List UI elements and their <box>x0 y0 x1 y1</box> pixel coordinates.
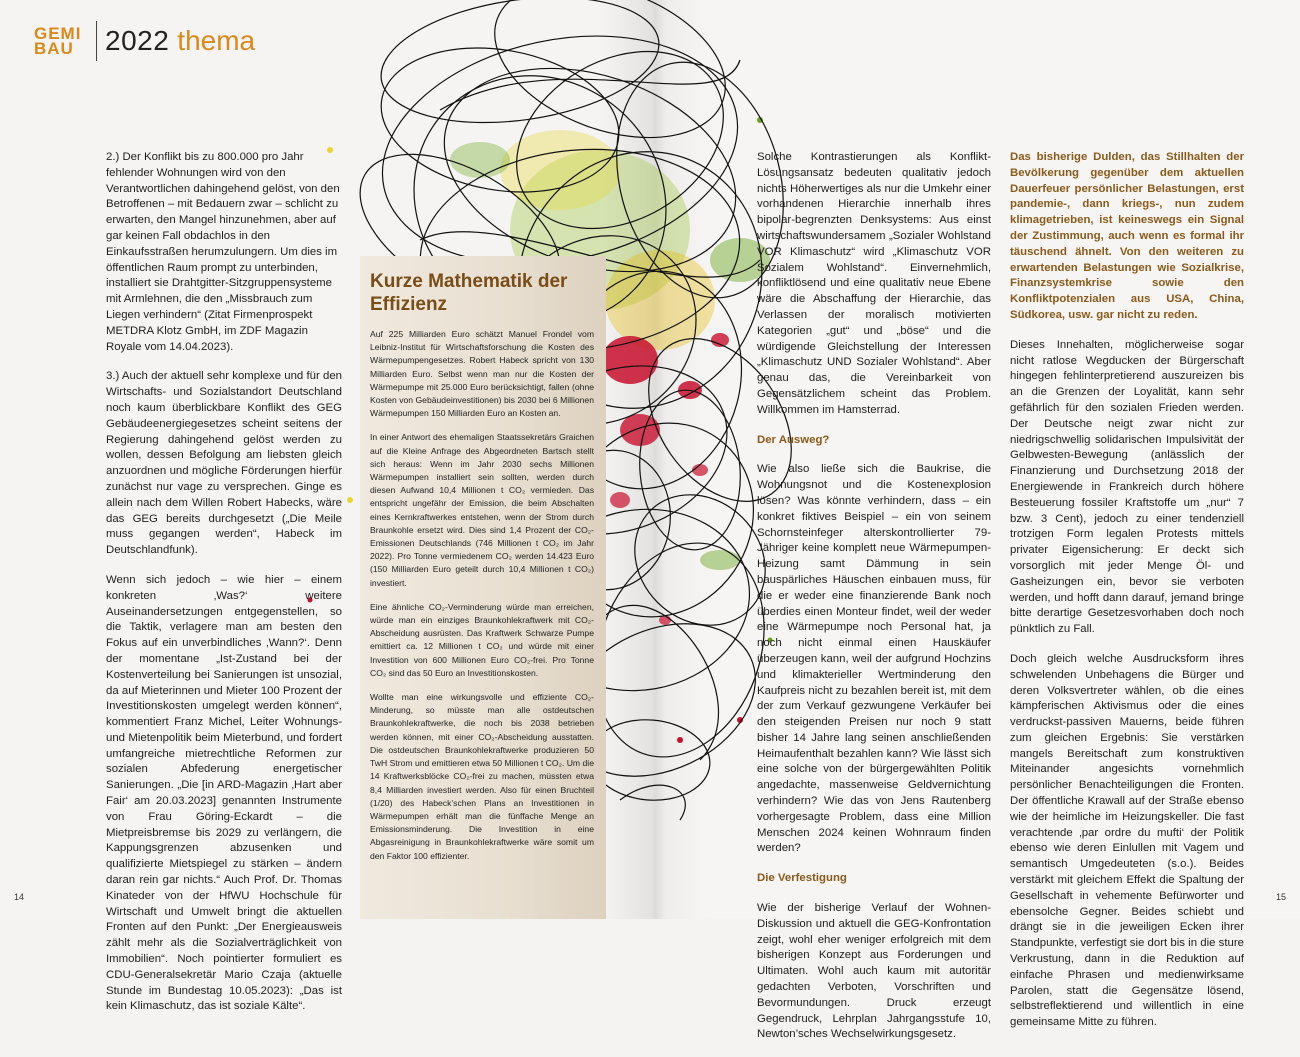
info-box-paragraph-1: Auf 225 Milliarden Euro schätzt Manuel Frondel vom Leibniz-Institut für Wirtschaftsforschung die Kosten des Wärmepumpengesetzes. Robert Habeck spricht von 130 Milliarden Euro. Selbst wenn man nur die Kosten der Wärmepumpe mit 25.000 Euro berücksichtigt, fallen (ohne Kosten von Gebäudeinvestitionen) bis 2030 bei 6 Millionen Wärmepumpen 150 Milliarden Euro an Kosten an. <box>370 329 594 419</box>
right-lead: Das bisherige Dulden, das Stillhalten der Bevölkerung gegenüber dem aktuellen Dauerfeuer persönlicher Belastungen, erst pandemie-, dann kriegs-, nun zudem klimagetrieben, ist keineswegs ein Signal der Zustimmung, auch wenn es formal ihr täuschend ähnelt. Von den weiteren zu erwartenden Belastungen wie Sozialkrise, Finanzsystemkrise sowie den Konfliktpotenzialen aus USA, China, Südkorea, usw. gar nicht zu reden. <box>1010 151 1244 321</box>
left-paragraph-3: Wenn sich jedoch – wie hier – einem konkreten ‚Was?‘ weitere Auseinandersetzungen entgegenstellen, so die Taktik, verlagere man am besten den Fokus auf ein unverbindliches ‚Wann?‘. Denn der momentane „Ist-Zustand bei der Kostenverteilung bei Sanierungen ist unsozial, da auf Mieterinnen und Mieter 100 Prozent der Investitionskosten umgelegt werden können“, kommentiert Franz Michel, Leiter Wohnungs- und Mietenpolitik beim Mieterbund, und fordert umfangreiche mietrechtliche Reformen zur sozialen Abfederung energetischer Sanierungen. „Die [in ARD-Magazin ‚Hart aber Fair‘ am 20.03.2023] genannten Instrumente von Frau Göring-Eckardt – die Mietpreisbremse bis 2029 zu verlängern, die Kappungsgrenzen abzusenken und qualifizierte Mietspiegel zu stärken – ändern daran rein gar nichts.“ Auch Prof. Dr. Thomas Kinateder von der HfWU Hochschule für Wirtschaft und Umwelt bringt die aktuellen Fronten auf den Punkt: „Der Energieausweis zählt mehr als die Sozialverträglichkeit von Immobilien“. Noch pointierter formuliert es CDU-Generalsekretär Mario Czaja (aktuelle Stunde im Bundestag 10.05.2023): „Das ist kein Klimaschutz, das ist soziale Kälte“. <box>106 573 342 1013</box>
header-divider <box>96 21 97 61</box>
page-number-left: 14 <box>14 892 25 902</box>
mid-intro: Solche Kontrastierungen als Konflikt-Lösungsansatz bedeuten qualitativ jedoch nichts Höherwertiges als nur die Umkehr einer vorhandenen Hierarchie innerhalb ihres bipolar-begrenzten Denksystems: Aus einst wirtschaftswundersamem „Sozialer Wohlstand VOR Klimaschutz“ wird „Klimaschutz VOR Sozialem Wohlstand“. Einvernehmlich, konfliktlösend und eine qualitativ neue Ebene wäre die Abschaffung der Hierarchie, das Verlassen der moralisch motivierten Kategorien „gut“ und „böse“ und die würdigende Gleichstellung der Interessen „Klimaschutz UND Sozialer Wohlstand“. Aber genau das, die Vereinbarkeit von Gegensätzlichem scheint das Problem. Willkommen im Hamsterrad. <box>757 151 991 416</box>
right-column <box>1010 150 1244 1045</box>
info-box-paragraph-2: In einer Antwort des ehemaligen Staatssekretärs Graichen auf die Kleine Anfrage des Abgeordneten Bartsch stellt sich heraus: Wenn im Jahr 2030 sechs Millionen Wärmepumpen installiert sein sollten, werden durch diesen Aufwand 10,4 Millionen t CO₂ vermieden. Das entspricht ungefähr der Emission, die beim Abschalten eines Kernkraftwerkes entstehen, wenn der Strom durch Braunkohle ersetzt wird. Dies sind 1,4 Prozent der CO₂-Emissionen Deutschlands (746 Millionen t CO₂ im Jahr 2022). Pro Tonne vermiedenem CO₂ werden 14.423 Euro (150 Milliarden Euro geteilt durch 10,4 Millionen t CO₂) investiert. <box>370 432 594 588</box>
info-box <box>360 256 606 919</box>
logo-line2: BAU <box>34 39 74 58</box>
subhead-verfestigung: Die Verfestigung <box>757 872 847 885</box>
gemibau-logo <box>34 23 86 59</box>
mid-paragraph-2: Wie der bisherige Verlauf der Wohnen-Diskussion und aktuell die GEG-Konfrontation zeigt, wohl eher weniger erfolgreich mit dem bisherigen Konzept aus Forderungen und Ultimaten. Wohl auch kaum mit autoritär gedachten Verboten, Vorschriften und Bevormundungen. Druck erzeugt Gegendruck, Lehrplan Jahrgangsstufe 10, Newton’sches Wechselwirkungsgesetz. <box>757 902 991 1041</box>
middle-right-column <box>757 150 991 1057</box>
right-paragraph-1: Dieses Innehalten, möglicherweise sogar nicht ratlose Wegducken der Bürgerschaft hingegen fehlinterpretierend auszureizen bis an die Grenzen der Loyalität, kann sehr gefährlich für den sozialen Frieden werden. Der Deutsche neigt zwar nicht zur niedrigschwellig solidarischen Impulsivität der Gelbwesten-Bewegung (anlässlich der Finanzierung und Durchsetzung 2018 der Energiewende in Frankreich durch höhere Besteuerung fossiler Kraftstoffe um „nur“ 7 bzw. 3 Cent), jedoch zu einer tendenziell trotzigen Form legalen Protests mittels privater Eigensicherung: Er deckt sich vorsorglich mit jeder Menge Öl- und Gasheizungen ein, bevor sie verboten werden, und hofft dann darauf, jemand bringe bitte derartige Gesetzesvorhaben doch noch pünktlich zu Fall. <box>1010 338 1244 636</box>
subhead-ausweg: Der Ausweg? <box>757 433 830 446</box>
page-header <box>34 18 255 64</box>
left-paragraph-2: 3.) Auch der aktuell sehr komplexe und für den Wirtschafts- und Sozialstandort Deutschland noch kaum überblickbare Konflikt des GEG Gebäudeenergiegesetzes scheint seitens der Regierung dahingehend gelöst werden zu wollen, dessen Befolgung am liebsten gleich anzuordnen und mögliche Förderungen hierfür zunächst nur vage zu versprechen. Ginge es allein nach dem Willen Robert Habecks, wäre das GEG bereits durchgesetzt („Die Meile muss gegangen werden“, Habeck im Deutschlandfunk). <box>106 370 342 557</box>
page-number-right: 15 <box>1276 892 1287 902</box>
header-year: 2022 <box>105 25 170 56</box>
info-box-title: Kurze Mathematik der Effizienz <box>370 271 568 315</box>
header-theme: thema <box>177 25 256 56</box>
left-column <box>106 150 342 1029</box>
right-paragraph-2: Doch gleich welche Ausdrucksform ihres schwelenden Unbehagens die Bürger und deren Volksvertreter wählen, ob die eines kämpferischen Aktivismus oder die eines verdruckst-passiven Mauerns, beide führen zum gleichen Ergebnis: Sie verstärken mangels Bereitschaft zum konstruktiven Miteinander angesichts vornehmlich persönlicher Benachteiligungen die Fronten. Der öffentliche Krawall auf der Straße ebenso wie der heimliche im Heizungskeller. Die fast verachtende ‚par ordre du mufti‘ der Politik ebenso wie deren Einlullen mit Vagem und semantisch Umgedeuteten (s.o.). Beides verstärkt mit gleichem Effekt die Spaltung der Gesellschaft in vehemente Befürworter und ebensolche Gegner. Beides schiebt und drängt sie in die jeweiligen Ecken ihrer Standpunkte, verfestigt sie dort bis in die sture Verkrustung, dann in die Reduktion auf einfache Phrasen und medienwirksame Parolen, statt die Gegensätze lösend, selbstreflektierend und willentlich in eine gemeinsame Mitte zu führen. <box>1010 652 1244 1029</box>
left-paragraph-1: 2.) Der Konflikt bis zu 800.000 pro Jahr fehlender Wohnungen wird von den Verantwortlichen dahingehend gelöst, von den Betroffenen – mit Bedauern zwar – schlicht zu erwarten, den Mangel hinzunehmen, aber auf gar keinen Fall obdachlos in den Einkaufsstraßen herumzulungern. Um dies im öffentlichen Raum prompt zu unterbinden, installiert sie Drahtgitter-Sitzgruppensysteme mit Armlehnen, die den „Missbrauch zum Liegen verhindern“ (Zitat Firmenprospekt METDRA Klotz GmbH, im ZDF Magazin Royale vom 14.04.2023). <box>106 151 340 353</box>
info-box-paragraph-3: Eine ähnliche CO₂-Verminderung würde man erreichen, würde man ein einziges Braunkohlekraftwerk mit CO₂-Abscheidung ausrüsten. Das Kraftwerk Schwarze Pumpe emittiert ca. 12 Millionen t CO₂ und würde mit einer Investition von 600 Millionen Euro CO₂-frei. Pro Tonne CO₂ sind das 50 Euro an Investitionskosten. <box>370 601 594 678</box>
mid-paragraph-1: Wie also ließe sich die Baukrise, die Wohnungsnot und die Kostenexplosion lösen? Was könnte verhindern, dass – ein konkret fiktives Beispiel – ein von seinem Schornsteinfeger alterskontrollierter 79-Jähriger keine komplett neue Wärmepumpen-Heizung samt Dämmung in sein bauspärliches Häuschen einbauen muss, für die er weder eine finanzierende Bank noch überdies einen Monteur findet, weil der weder eine Wärmepumpe noch Personal hat, ja noch nicht einmal einen Hauskäufer überzeugen kann, weil der aufgrund Hochzins und klimakterieller Wertminderung den Kaufpreis nicht zu bezahlen bereit ist, mit dem der zum Verkauf gezwungene Verkäufer bei den steigenden Preisen nur noch 9 statt bisher 14 Jahre lang seinen anschließenden Heimaufenthalt bezahlen kann? Wie lässt sich eine solche von der bürgergewählten Politik angedachte, massenweise Geldvernichtung verhindern? Wie das von Jens Rautenberg vorhergesagte Problem, dass eine Million Menschen 2024 keinen Wohnraum finden werden? <box>757 463 991 855</box>
info-box-body <box>370 328 594 874</box>
logo-line1: GEMI <box>34 24 82 43</box>
info-box-paragraph-4: Wollte man eine wirkungsvolle und effiziente CO₂-Minderung, so müsste man alle ostdeutschen Braunkohlekraftwerke, die noch bis 2038 betrieben werden können, mit einer CO₂-Abscheidung ausstatten. Die ostdeutschen Braunkohlekraftwerke produzieren 50 TwH Strom und emittieren etwa 50 Millionen t CO₂. Um die 14 Kraftwerksblöcke CO₂-frei zu machen, müssten etwa 8,4 Milliarden investiert werden. Also für einen Bruchteil (1/20) des Habeck’schen Plans an Investitionen in Wärmepumpen erhält man die fünffache Menge an Emissionsminderung. Die Investition in eine Abgasreinigung in Braunkohlekraftwerke wäre somit um den Faktor 100 effizienter. <box>370 692 594 861</box>
